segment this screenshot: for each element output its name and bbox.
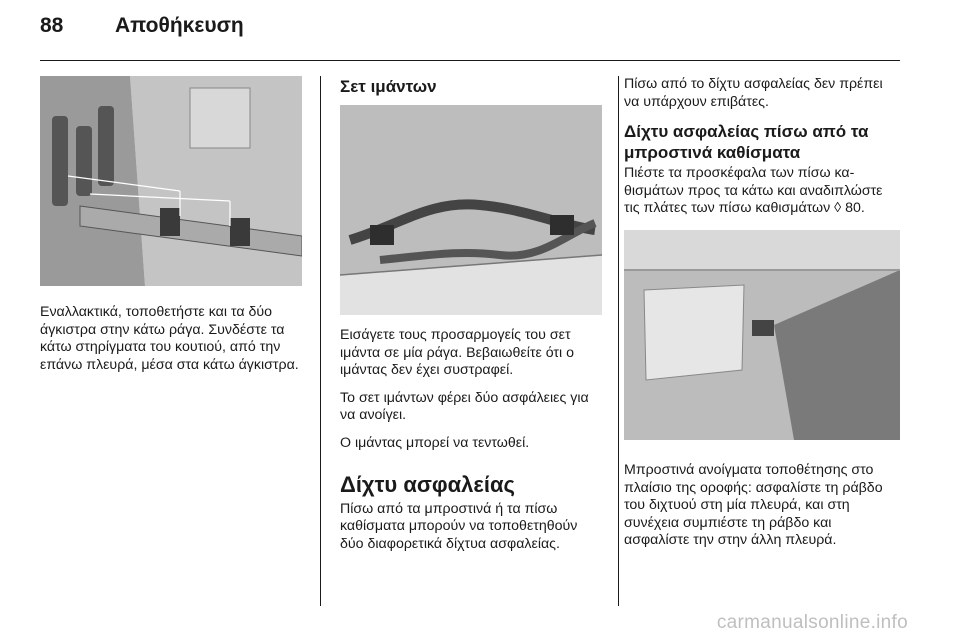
page-reference-number: 80. xyxy=(845,200,865,217)
page-number: 88 xyxy=(40,14,64,37)
strap-paragraph-3: Ο ιμάντας μπορεί να τεντωθεί. xyxy=(340,434,530,451)
column-2 xyxy=(340,76,602,553)
safety-net-paragraph: Πίσω από τα μπροστινά ή τα πίσω καθίσματα μπορούν να τοποθετηθούν δύο διαφορετικά δίχτυα ασφαλείας. xyxy=(340,500,578,552)
header-rule xyxy=(40,60,900,61)
roof-frame-safety-net-illustration-icon xyxy=(624,230,900,440)
section-title: Αποθήκευση xyxy=(115,14,244,37)
organizer-rail-hooks-illustration-icon xyxy=(40,76,302,286)
fold-seats-text: Πιέστε τα προσκέφαλα των πίσω καθισμάτων προς τα κάτω και αναδιπλώστε τις πλάτες των πίσω καθισμάτων xyxy=(624,165,883,217)
instruction-paragraph: Εναλλακτικά, τοποθετήστε και τα δύο άγκιστρα στην κάτω ράγα. Συνδέστε τα κάτω στηρίγματα του κουτιού, από την επάνω πλευρά, μέσα στα κάτω άγκιστρα. xyxy=(40,304,299,373)
strap-set-heading: Σετ ιμάντων xyxy=(340,77,437,96)
column-divider-1 xyxy=(320,76,321,606)
passengers-warning-paragraph: Πίσω από το δίχτυ ασφαλείας δεν πρέπει να υπάρχουν επιβάτες. xyxy=(624,76,883,110)
safety-net-heading: Δίχτυ ασφαλείας xyxy=(340,471,515,497)
roof-frame-paragraph: Μπροστινά ανοίγματα τοποθέτησης στο πλαίσιο της οροφής: ασφαλίστε τη ράβδο του διχτυού στη μία πλευρά, και στη συνέχεια συμπιέστε τη ράβδο και ασφαλίστε την στην άλλη πλευρά. xyxy=(624,461,883,549)
footer-watermark[interactable]: carmanualsonline.info xyxy=(716,612,908,633)
page-reference-icon: ◊ xyxy=(834,200,842,217)
column-3 xyxy=(624,76,900,550)
strap-paragraph-2: Το σετ ιμάντων φέρει δύο ασφάλειες για να ανοίγει. xyxy=(340,389,589,424)
fold-seats-paragraph xyxy=(624,165,900,218)
column-1 xyxy=(40,76,302,374)
strap-set-illustration-icon xyxy=(340,105,602,315)
net-behind-front-seats-heading: Δίχτυ ασφαλείας πίσω από τα μπροστινά καθίσματα xyxy=(624,122,869,163)
page-header xyxy=(40,14,244,54)
strap-paragraph-1: Εισάγετε τους προσαρμογείς του σετ ιμάντα σε μία ράγα. Βεβαιωθείτε ότι ο ιμάντας δεν έχει συστραφεί. xyxy=(340,327,575,379)
column-divider-2 xyxy=(618,76,619,606)
